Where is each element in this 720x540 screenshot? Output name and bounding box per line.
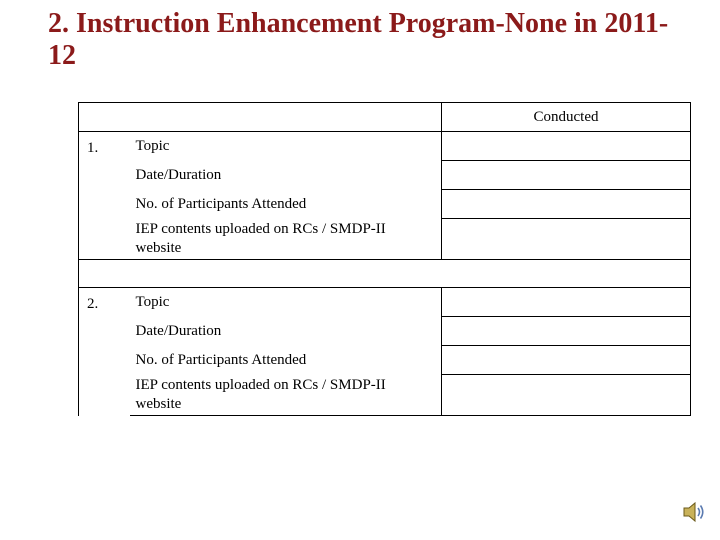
value-cell (442, 375, 691, 416)
value-cell (442, 346, 691, 375)
iep-table (78, 102, 691, 416)
table-row (79, 132, 691, 161)
row-number: 2. (79, 288, 130, 416)
item-label: Date/Duration (130, 317, 442, 346)
item-label: Topic (130, 288, 442, 317)
value-cell (442, 219, 691, 260)
value-cell (442, 288, 691, 317)
table-row (79, 219, 691, 260)
value-cell (442, 190, 691, 219)
item-label: IEP contents uploaded on RCs / SMDP-II website (130, 219, 442, 260)
table-row (79, 317, 691, 346)
header-conducted-cell: Conducted (442, 103, 691, 132)
item-label: Date/Duration (130, 161, 442, 190)
table-row (79, 288, 691, 317)
row-number: 1. (79, 132, 130, 260)
table-row (79, 161, 691, 190)
table-header-row (79, 103, 691, 132)
table-row (79, 375, 691, 416)
item-label: IEP contents uploaded on RCs / SMDP-II website (130, 375, 442, 416)
item-label: No. of Participants Attended (130, 346, 442, 375)
item-label: Topic (130, 132, 442, 161)
item-label: No. of Participants Attended (130, 190, 442, 219)
value-cell (442, 132, 691, 161)
header-blank-cell (79, 103, 442, 132)
table-row (79, 190, 691, 219)
value-cell (442, 161, 691, 190)
page-title: 2. Instruction Enhancement Program-None in 2011-12 (48, 8, 669, 71)
value-cell (442, 317, 691, 346)
separator-row (79, 260, 691, 288)
separator-cell (79, 260, 691, 288)
speaker-icon[interactable] (682, 500, 708, 524)
table-row (79, 346, 691, 375)
